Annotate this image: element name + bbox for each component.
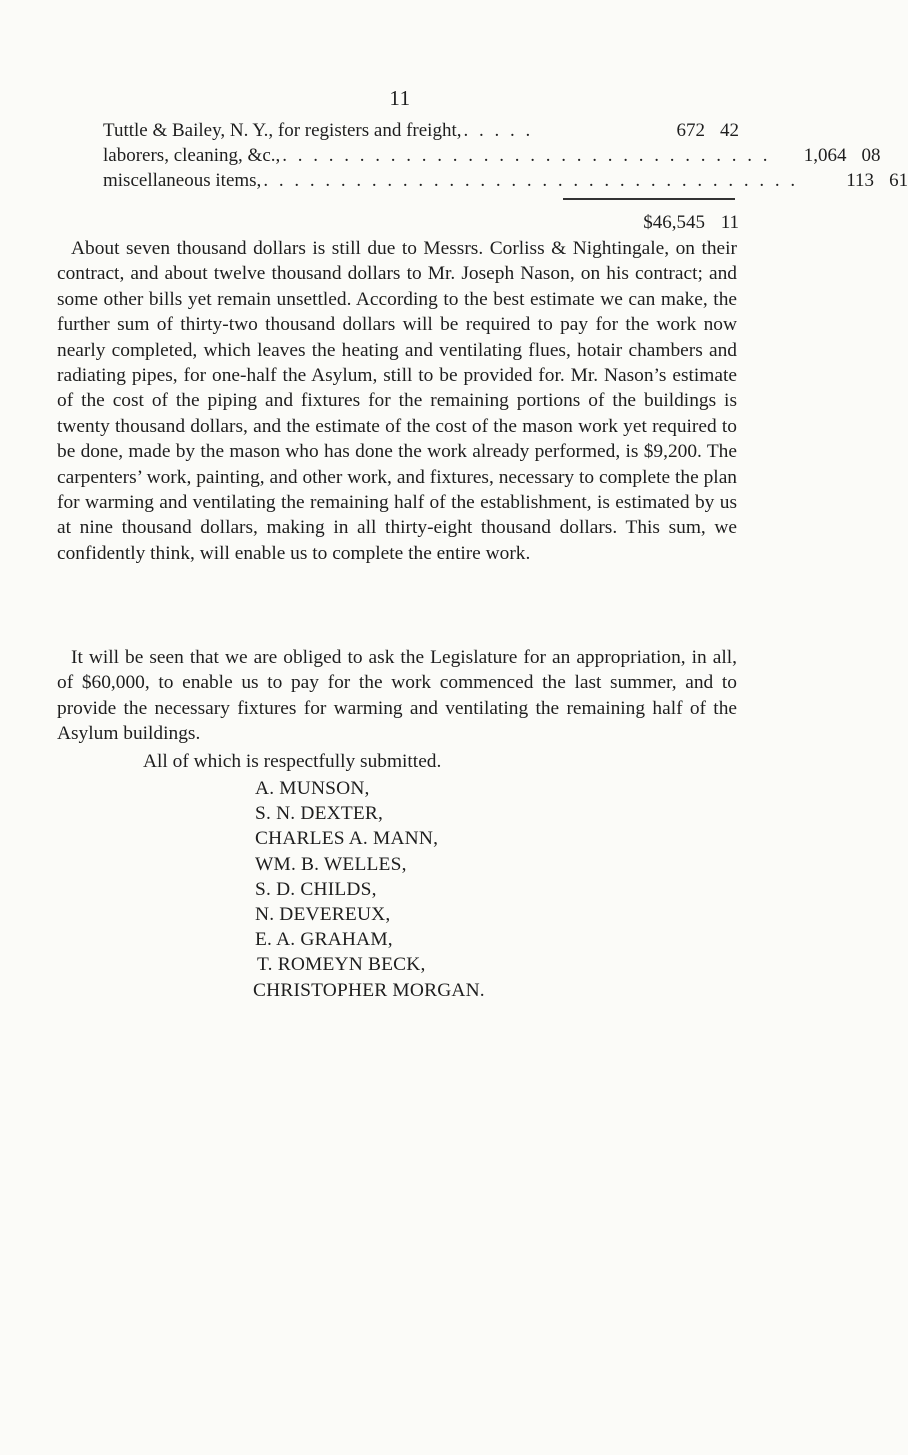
ledger-amount (804, 168, 908, 193)
closing-statement: All of which is respectfully submitted. (143, 751, 442, 772)
ledger-item-label: miscellaneous items, (103, 170, 262, 191)
ledger-cents: 08 (861, 145, 881, 166)
signatory-name: S. D. CHILDS, (255, 878, 377, 900)
page-number: 11 (389, 86, 411, 110)
ledger-amount (635, 118, 739, 143)
ledger-item-label: Tuttle & Bailey, N. Y., for registers and freight, (103, 120, 462, 141)
ledger-item-label: laborers, cleaning, &c., (103, 145, 281, 166)
ledger-dollars: 1,064 (803, 145, 847, 166)
ledger-total (520, 210, 739, 235)
report-paragraph: It will be seen that we are obliged to ask the Legislature for an appropriation, in all, of $60,000, to enable us to pay for the work commenced the last summer, and to provide the necessary fixtures for warming and ventilating the remaining half of the Asylum buildings. (57, 647, 737, 745)
signatory-name: CHARLES A. MANN, (255, 828, 439, 850)
ledger-cents: 42 (720, 120, 739, 141)
ledger-row (103, 168, 908, 193)
ledger-row (103, 118, 739, 143)
signature-list (255, 776, 485, 1003)
signatory-name: E. A. GRAHAM, (255, 929, 393, 951)
ledger-cents: 61 (889, 170, 908, 191)
signatory-name: A. MUNSON, (255, 778, 370, 799)
ledger-dollars: 672 (676, 120, 705, 141)
report-paragraph: About seven thousand dollars is still due to Messrs. Corliss & Nightingale, on their contract, and about twelve thousand dollars to Mr. Joseph Nason, on his contract; and some other bills yet remain unsettled. According to the best estimate we can make, the further sum of thirty-two thousand dollars will be required to pay for the work now nearly completed, which leaves the heating and ventilating flues, hotair chambers and radiating pipes, for one-half the Asylum, still to be provided for. Mr. Nason’s estimate of the cost of the piping and fixtures for the remaining portions of the buildings is twenty thousand dollars, and the estimate of the cost of the mason work yet required to be done, made by the mason who has done the work already performed, is $9,200. The carpenters’ work, painting, and other work, and fixtures, necessary to complete the plan for warming and ventilating the remaining half of the establishment, is estimated by us at nine thousand dollars, making in all thirty-eight thousand dollars. This sum, we confidently think, will enable us to complete the entire work. (57, 238, 737, 564)
signatory-name: N. DEVEREUX, (255, 904, 391, 926)
signatory-name: S. N. DEXTER, (255, 803, 384, 825)
signatory-name: CHRISTOPHER MORGAN. (253, 979, 485, 1001)
total-cents: 11 (720, 212, 739, 233)
ledger-row (103, 143, 881, 168)
total-dollars: $46,545 (643, 212, 705, 233)
expense-ledger (103, 118, 908, 193)
signatory-name: T. ROMEYN BECK, (257, 954, 426, 976)
ledger-leader-dots: . . . . . (463, 120, 534, 141)
ledger-amount (777, 143, 881, 168)
ledger-leader-dots: . . . . . . . . . . . . . . . . . . . . . . . . . . . . . . . . (282, 145, 771, 166)
ledger-leader-dots: . . . . . . . . . . . . . . . . . . . . . . . . . . . . . . . . . . . (263, 170, 799, 191)
signatory-name: WM. B. WELLES, (255, 853, 407, 875)
ledger-dollars: 113 (846, 170, 875, 191)
total-rule (563, 198, 735, 200)
